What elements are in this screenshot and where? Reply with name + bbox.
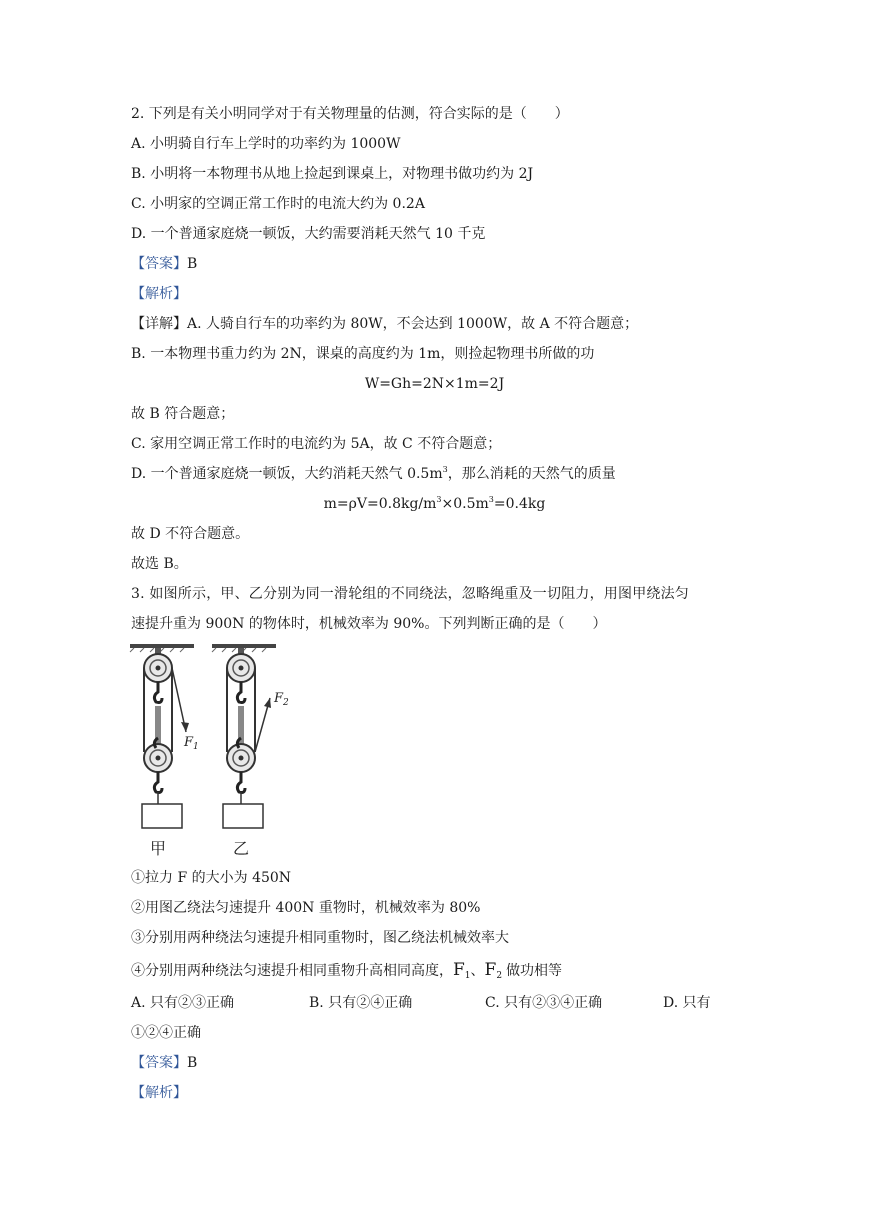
answer-value: B: [187, 256, 198, 272]
pulley-figure: [128, 640, 308, 862]
q2-option-a: A. 小明骑自行车上学时的功率约为 1000W: [131, 136, 401, 152]
formula-m-part1: m=ρV=0.8kg/m: [323, 496, 437, 512]
q2-conclusion-d: 故 D 不符合题意。: [131, 526, 250, 542]
q3-choice-c: C. 只有②③④正确: [485, 995, 603, 1011]
statement-4-sub2: 2: [496, 971, 503, 981]
q2-detail-b: B. 一本物理书重力约为 2N，课桌的高度约为 1m，则捡起物理书所做的功: [131, 346, 595, 362]
pulley-system-right: [212, 644, 276, 828]
q3-answer-tag: 【答案】: [131, 1055, 187, 1071]
detail-a-text: A. 人骑自行车的功率约为 80W，不会达到 1000W，故 A 不符合题意；: [187, 316, 639, 332]
q2-conclusion-b: 故 B 符合题意；: [131, 406, 235, 422]
force-label-right: $F_2$: [274, 691, 289, 708]
q3-choice-a: A. 只有②③正确: [131, 995, 235, 1011]
q2-option-d: D. 一个普通家庭烧一顿饭，大约需要消耗天然气 10 千克: [131, 226, 486, 242]
detail-d-post: ，那么消耗的天然气的质量: [447, 466, 616, 482]
q3-choice-d-continued: ①②④正确: [131, 1025, 201, 1041]
answer-tag: 【答案】: [131, 256, 187, 272]
q2-answer: [131, 254, 197, 274]
q2-detail-d: [131, 464, 616, 484]
q2-option-b: B. 小明将一本物理书从地上捡起到课桌上，对物理书做功约为 2J: [131, 166, 534, 182]
figure-label-left: 甲: [150, 839, 167, 858]
force-label-left: $F_1$: [184, 735, 199, 752]
q3-statement-4: [131, 960, 562, 981]
detail-d-sup: 3: [442, 465, 448, 474]
formula-m-sup1: 3: [436, 495, 442, 504]
q2-option-c: C. 小明家的空调正常工作时的电流大约为 0.2A: [131, 196, 425, 212]
q3-statement-1: ①拉力 F 的大小为 450N: [131, 870, 292, 886]
q3-answer: [131, 1053, 197, 1073]
formula-m-part3: =0.4kg: [493, 496, 546, 512]
statement-4-f1: F: [453, 960, 465, 980]
figure-label-right: 乙: [233, 839, 250, 858]
q2-formula-m: [0, 494, 869, 514]
detail-tag: 【详解】: [131, 316, 187, 332]
q2-detail-c: C. 家用空调正常工作时的电流约为 5A，故 C 不符合题意；: [131, 436, 502, 452]
statement-4-sub1: 1: [464, 971, 471, 981]
q3-choice-d: D. 只有: [663, 995, 711, 1011]
statement-4-sep: 、: [470, 963, 485, 979]
statement-4-pre: ④分别用两种绕法匀速提升相同重物升高相同高度，: [131, 963, 453, 979]
q3-analysis-tag: 【解析】: [131, 1085, 187, 1101]
q3-stem-line1: 3. 如图所示，甲、乙分别为同一滑轮组的不同绕法，忽略绳重及一切阻力，用图甲绕法匀: [131, 586, 690, 602]
q2-detail-a: [131, 314, 638, 334]
q3-statement-2: ②用图乙绕法匀速提升 400N 重物时，机械效率为 80%: [131, 900, 481, 916]
q2-formula-w: W=Gh=2N×1m=2J: [364, 376, 505, 392]
statement-4-f2: F: [484, 960, 497, 980]
formula-m-sup2: 3: [488, 495, 494, 504]
q3-answer-value: B: [187, 1055, 198, 1071]
q3-stem-line2: 速提升重为 900N 的物体时，机械效率为 90%。下列判断正确的是（ ）: [131, 616, 607, 632]
q2-final: 故选 B。: [131, 556, 188, 572]
q3-choice-b: B. 只有②④正确: [309, 995, 413, 1011]
q2-analysis-tag: 【解析】: [131, 286, 187, 302]
statement-4-post: 做功相等: [506, 963, 563, 979]
q2-stem: 2. 下列是有关小明同学对于有关物理量的估测，符合实际的是（ ）: [131, 106, 569, 122]
detail-d-pre: D. 一个普通家庭烧一顿饭，大约消耗天然气 0.5m: [131, 466, 443, 482]
q3-statement-3: ③分别用两种绕法匀速提升相同重物时，图乙绕法机械效率大: [131, 930, 509, 946]
formula-m-part2: ×0.5m: [441, 496, 489, 512]
